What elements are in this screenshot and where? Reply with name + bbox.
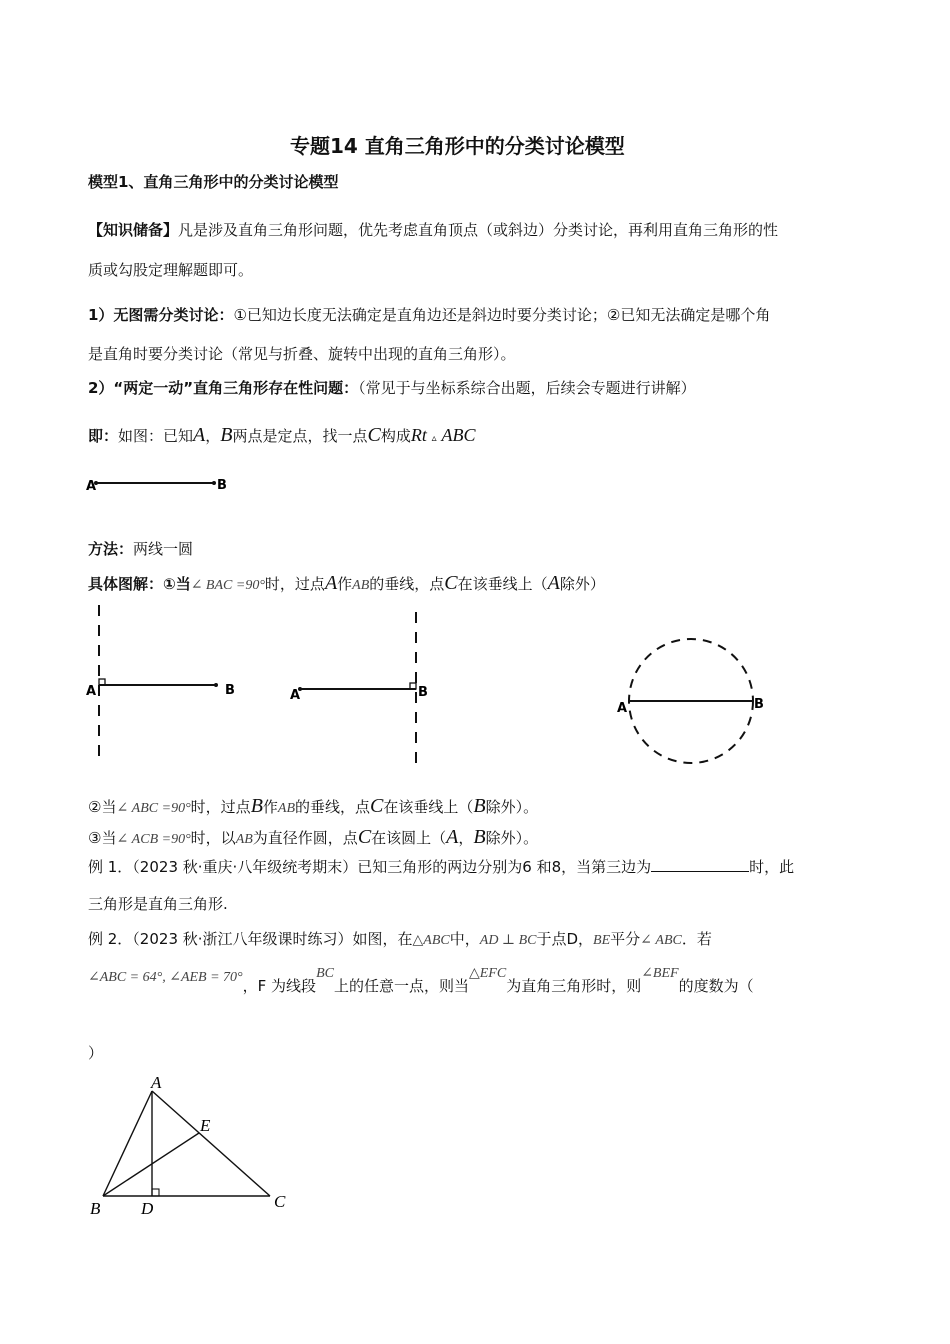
example2-ang-abc: ∠ ABC [640,933,682,948]
case3-t0: ③当 [88,829,117,847]
intro-line [88,424,475,447]
knowledge-label: 【知识储备】 [88,221,179,239]
example2-tri-efc: △EFC [468,966,507,981]
case2-t1: 时，过点 [190,798,251,816]
case3-t2: 为直径作圆，点 [252,829,358,847]
example2-angles: ∠ABC = 64°, ∠AEB = 70° [88,970,243,985]
triangle-abc-figure [86,1072,301,1222]
example1-answer-blank[interactable] [651,857,749,872]
method-label: 方法： [88,540,134,558]
example2-t3: 平分 [610,930,641,948]
case2-b2: B [473,795,486,817]
case1-t5: 除外） [559,575,605,593]
intro-a: A [193,424,206,446]
knowledge-line1 [88,219,778,240]
intro-abc: ABC [441,425,476,445]
intro-label: 即： [88,427,119,445]
case2-line [88,795,538,818]
case3-comma: ， [458,829,474,847]
page-title: 专题14 直角三角形中的分类讨论模型 [290,134,625,158]
case3-angle: ∠ ACB =90° [116,832,191,847]
tri-label-d: D [141,1199,154,1218]
case1-label: 具体图解：①当 [88,575,191,593]
case1-t2: 作 [337,575,353,593]
case1-line [88,572,605,595]
intro-c: C [367,424,381,446]
case3-ab: AB [235,832,253,847]
example2-tri-abc: △ABC [412,933,450,948]
fig1-label-b: B [225,683,235,698]
seg-label-b: B [217,478,227,493]
example2-line1 [88,928,712,949]
case1-t4: 在该垂线上（ [457,575,548,593]
right-angle-mark-d [152,1189,159,1196]
figure-perpendicular-at-a [86,605,246,770]
case1-c: C [444,572,458,594]
case2-ab: AB [277,801,296,816]
knowledge-text: 凡是涉及直角三角形问题，优先考虑直角顶点（或斜边）分类讨论，再利用直角三角形的性 [178,221,779,239]
case2-t2: 作 [262,798,278,816]
intro-t2: 两点是定点，找一点 [232,427,368,445]
fig2-label-b: B [418,685,428,700]
point1-line1 [88,304,770,325]
tri-label-a: A [151,1073,162,1092]
case1-a2: A [547,572,560,594]
case2-b: B [250,795,263,817]
intro-triangle-symbol: ▵ [431,433,437,444]
case1-a: A [324,572,338,594]
example2-t2: 于点D， [536,930,594,948]
intro-comma: ， [205,427,221,445]
model1-heading: 模型1、直角三角形中的分类讨论模型 [88,173,339,191]
point2-text: （常见于与坐标系综合出题，后续会专题进行讲解） [358,379,696,397]
example2-ad-bc: AD ⊥ BC [479,933,537,948]
point2-label: 2）“两定一动”直角三角形存在性问题： [88,379,359,397]
point2-line [88,377,696,398]
example2-text-a: 例 2．（2023 秋·浙江八年级课时练习）如图，在 [88,930,413,948]
point1-label: 1）无图需分类讨论： [88,306,234,324]
case2-t5: 除外）。 [485,798,539,816]
case3-line [88,826,538,849]
case1-t1: 时，过点 [264,575,325,593]
tri-label-e: E [200,1116,211,1135]
example2-be: BE [593,933,611,948]
example2-bc: BC [316,966,334,981]
case3-t3: 在该圆上（ [371,829,447,847]
case3-b: B [473,826,486,848]
case3-t1: 时，以 [190,829,236,847]
intro-b: B [220,424,233,446]
case1-angle: ∠ BAC =90° [190,578,265,593]
example1-line1 [88,856,794,877]
example2-t6: 上的任意一点，则当 [333,977,469,995]
example2-close-paren: ） [88,1044,104,1062]
fig2-label-a: A [290,688,301,703]
intro-t3: 构成 [380,427,411,445]
fig1-label-a: A [86,684,97,699]
case2-t0: ②当 [88,798,117,816]
side-ac [152,1091,270,1196]
point1-line2: 是直角时要分类讨论（常见与折叠、旋转中出现的直角三角形）。 [88,345,516,363]
seg-label-a: A [86,479,97,494]
point-b-dot-fig1 [214,683,218,687]
example2-t1: 中， [449,930,480,948]
example1-text-a: 例 1．（2023 秋·重庆·八年级统考期末）已知三角形的两边分别为6 和8，当第三边为 [88,858,652,876]
example2-t4: ．若 [681,930,712,948]
example2-ang-bef: ∠BEF [641,966,679,981]
case2-angle: ∠ ABC =90° [116,801,191,816]
figure-circle-diameter-ab [610,635,780,770]
segment-ab-figure [86,475,236,495]
method-line [88,538,193,559]
fig3-label-a: A [617,701,628,716]
point1-text: ①已知边长度无法确定是直角边还是斜边时要分类讨论；②已知无法确定是哪个角 [233,306,771,324]
example2-t8: 的度数为（ [678,977,754,995]
example1-line2: 三角形是直角三角形. [88,895,228,913]
fig3-label-b: B [754,697,764,712]
case2-t4: 在该垂线上（ [383,798,474,816]
example2-line2 [88,966,754,996]
tri-label-b: B [90,1199,101,1218]
point-b-dot [212,481,216,485]
case1-ab: AB [352,578,370,593]
case3-c: C [357,826,372,848]
case3-a: A [446,826,459,848]
tri-label-c: C [274,1192,286,1211]
case2-c: C [370,795,384,817]
example2-t7: 为直角三角形时，则 [506,977,642,995]
case2-t3: 的垂线，点 [295,798,371,816]
intro-rt: Rt [410,425,427,445]
figure-perpendicular-at-b [288,612,448,772]
case3-t4: 除外）。 [485,829,539,847]
example1-text-b: 时，此 [749,858,795,876]
knowledge-line2: 质或勾股定理解题即可。 [88,261,254,279]
method-text: 两线一圆 [133,540,194,558]
case1-t3: 的垂线，点 [369,575,445,593]
intro-t1: 如图：已知 [118,427,194,445]
example2-t5: ，F 为线段 [242,977,317,995]
